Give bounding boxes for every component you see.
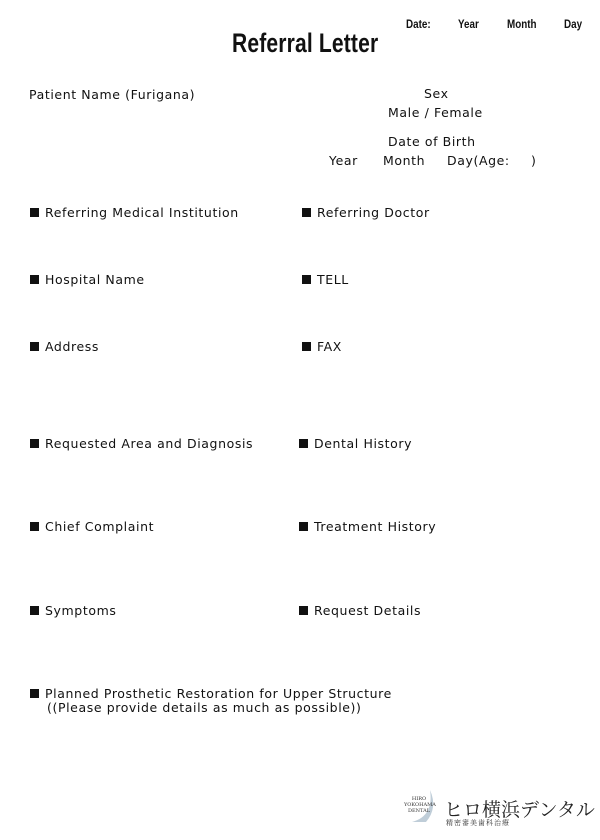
- bullet-square-icon: [299, 522, 308, 531]
- field-fax: [302, 339, 342, 354]
- bullet-square-icon: [30, 342, 39, 351]
- dob-year-label: Year: [329, 153, 358, 168]
- field-referring-institution: [30, 205, 239, 220]
- planned-prosthetic-note: ((Please provide details as much as possible)): [47, 700, 362, 715]
- page-title: Referral Letter: [232, 28, 379, 58]
- dob-label: Date of Birth: [388, 134, 476, 149]
- field-symptoms: [30, 603, 116, 618]
- field-label: TELL: [317, 272, 349, 287]
- bullet-square-icon: [302, 342, 311, 351]
- bullet-square-icon: [30, 208, 39, 217]
- field-label: Request Details: [314, 603, 422, 618]
- field-planned-prosthetic: [30, 686, 392, 701]
- date-label: Date:: [406, 17, 431, 31]
- bullet-square-icon: [30, 689, 39, 698]
- field-requested-area: [30, 436, 253, 451]
- logo-mark-line: DENTAL: [407, 808, 431, 814]
- bullet-square-icon: [302, 275, 311, 284]
- clinic-name: ヒロ横浜デンタル: [444, 799, 595, 821]
- field-label: Requested Area and Diagnosis: [45, 436, 254, 451]
- field-label: Symptoms: [45, 603, 117, 618]
- dob-close-paren: ): [531, 153, 537, 168]
- field-address: [30, 339, 99, 354]
- field-label: Referring Doctor: [317, 205, 430, 220]
- bullet-square-icon: [30, 439, 39, 448]
- logo-mark-line: YOKOHAMA: [404, 802, 436, 808]
- field-label: Address: [45, 339, 99, 354]
- field-treatment-history: [299, 519, 436, 534]
- field-label: Planned Prosthetic Restoration for Upper Structure: [45, 686, 392, 701]
- bullet-square-icon: [299, 606, 308, 615]
- sex-label: Sex: [424, 86, 449, 101]
- field-dental-history: [299, 436, 412, 451]
- field-tell: [302, 272, 349, 287]
- bullet-square-icon: [302, 208, 311, 217]
- date-day-label: Day: [564, 17, 583, 31]
- bullet-square-icon: [299, 439, 308, 448]
- dob-day-age-label: Day(Age:: [447, 153, 510, 168]
- field-label: Hospital Name: [45, 272, 145, 287]
- bullet-square-icon: [30, 606, 39, 615]
- patient-name-label: Patient Name (Furigana): [29, 87, 196, 102]
- field-chief-complaint: [30, 519, 154, 534]
- bullet-square-icon: [30, 275, 39, 284]
- bullet-square-icon: [30, 522, 39, 531]
- logo-mark-line: HIRO: [411, 796, 427, 802]
- date-year-label: Year: [458, 17, 479, 31]
- field-label: Chief Complaint: [45, 519, 155, 534]
- clinic-tagline: 精密審美歯科治療: [446, 819, 510, 827]
- date-month-label: Month: [507, 17, 537, 31]
- field-referring-doctor: [302, 205, 430, 220]
- field-label: FAX: [317, 339, 342, 354]
- dob-month-label: Month: [383, 153, 426, 168]
- field-request-details: [299, 603, 421, 618]
- field-label: Treatment History: [314, 519, 437, 534]
- sex-options: Male / Female: [388, 105, 483, 120]
- field-label: Dental History: [314, 436, 413, 451]
- field-hospital-name: [30, 272, 145, 287]
- logo-mark-text: [404, 796, 434, 814]
- field-label: Referring Medical Institution: [45, 205, 239, 220]
